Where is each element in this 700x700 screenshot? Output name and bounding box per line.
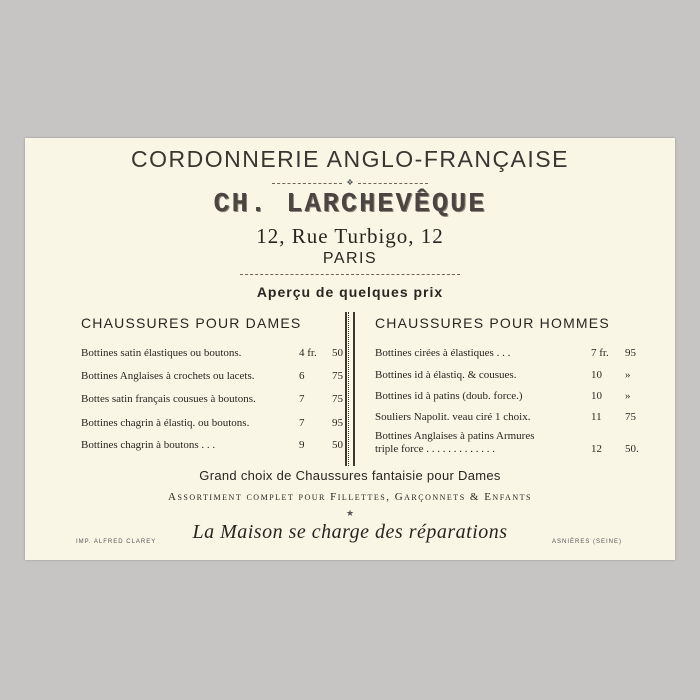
item-price-cents: » xyxy=(625,369,631,381)
item-label: Bottines chagrin à boutons . . . xyxy=(81,439,216,451)
item-label: Bottines id à élastiq. & cousues. xyxy=(375,369,517,381)
item-price-francs: 12 xyxy=(591,443,602,455)
item-label: Souliers Napolit. veau ciré 1 choix. xyxy=(375,411,531,423)
item-price-cents: 50 xyxy=(332,347,343,359)
printer-credit: IMP. ALFRED CLAREY xyxy=(76,539,157,545)
item-price-francs: 11 xyxy=(591,411,602,423)
item-price-cents: 95 xyxy=(625,347,636,359)
header-title: CORDONNERIE ANGLO-FRANÇAISE xyxy=(131,146,569,172)
item-price-cents: 75 xyxy=(625,411,636,423)
repairs-note: La Maison se charge des réparations xyxy=(192,521,508,543)
item-label: triple force . . . . . . . . . . . . . xyxy=(375,443,496,455)
item-price-francs: 7 xyxy=(299,417,305,429)
city: PARIS xyxy=(322,250,378,267)
column-divider xyxy=(345,312,355,466)
item-label: Bottes satin français cousues à boutons. xyxy=(81,393,256,405)
item-price-cents: » xyxy=(625,390,631,402)
item-price-cents: 50. xyxy=(625,443,639,455)
merchant-name: CH. LARCHEVÊQUE xyxy=(213,190,487,220)
divider-rule xyxy=(240,274,460,276)
item-label: Bottines cirées à élastiques . . . xyxy=(375,347,511,359)
fancy-shoes-note: Grand choix de Chaussures fantaisie pour Dames xyxy=(199,468,501,483)
assortment-note: Assortiment complet pour Fillettes, Garçonnets & Enfants xyxy=(168,491,532,503)
men-heading: CHAUSSURES POUR HOMMES xyxy=(375,315,610,331)
title-ornament: ❖ xyxy=(25,178,675,188)
address: 12, Rue Turbigo, 12 xyxy=(256,224,444,248)
item-price-cents: 75 xyxy=(332,393,343,405)
women-heading: CHAUSSURES POUR DAMES xyxy=(81,315,302,331)
item-price-francs: 4 fr. xyxy=(299,347,317,359)
item-label: Bottines chagrin à élastiq. ou boutons. xyxy=(81,417,250,429)
item-price-francs: 10 xyxy=(591,369,602,381)
item-label: Bottines Anglaises à patins Armures xyxy=(375,430,535,442)
item-price-francs: 6 xyxy=(299,370,305,382)
item-label: Bottines id à patins (doub. force.) xyxy=(375,390,523,402)
prices-heading: Aperçu de quelques prix xyxy=(256,284,444,300)
item-price-cents: 95 xyxy=(332,417,343,429)
item-label: Bottines Anglaises à crochets ou lacets. xyxy=(81,370,255,382)
printer-location: ASNIÈRES (SEINE) xyxy=(552,539,623,545)
item-price-francs: 7 fr. xyxy=(591,347,609,359)
trade-card xyxy=(25,138,675,560)
item-price-francs: 9 xyxy=(299,439,305,451)
item-label: Bottines satin élastiques ou boutons. xyxy=(81,347,242,359)
item-price-francs: 7 xyxy=(299,393,305,405)
item-price-cents: 50 xyxy=(332,439,343,451)
star-ornament: ★ xyxy=(345,508,355,518)
item-price-cents: 75 xyxy=(332,370,343,382)
item-price-francs: 10 xyxy=(591,390,602,402)
